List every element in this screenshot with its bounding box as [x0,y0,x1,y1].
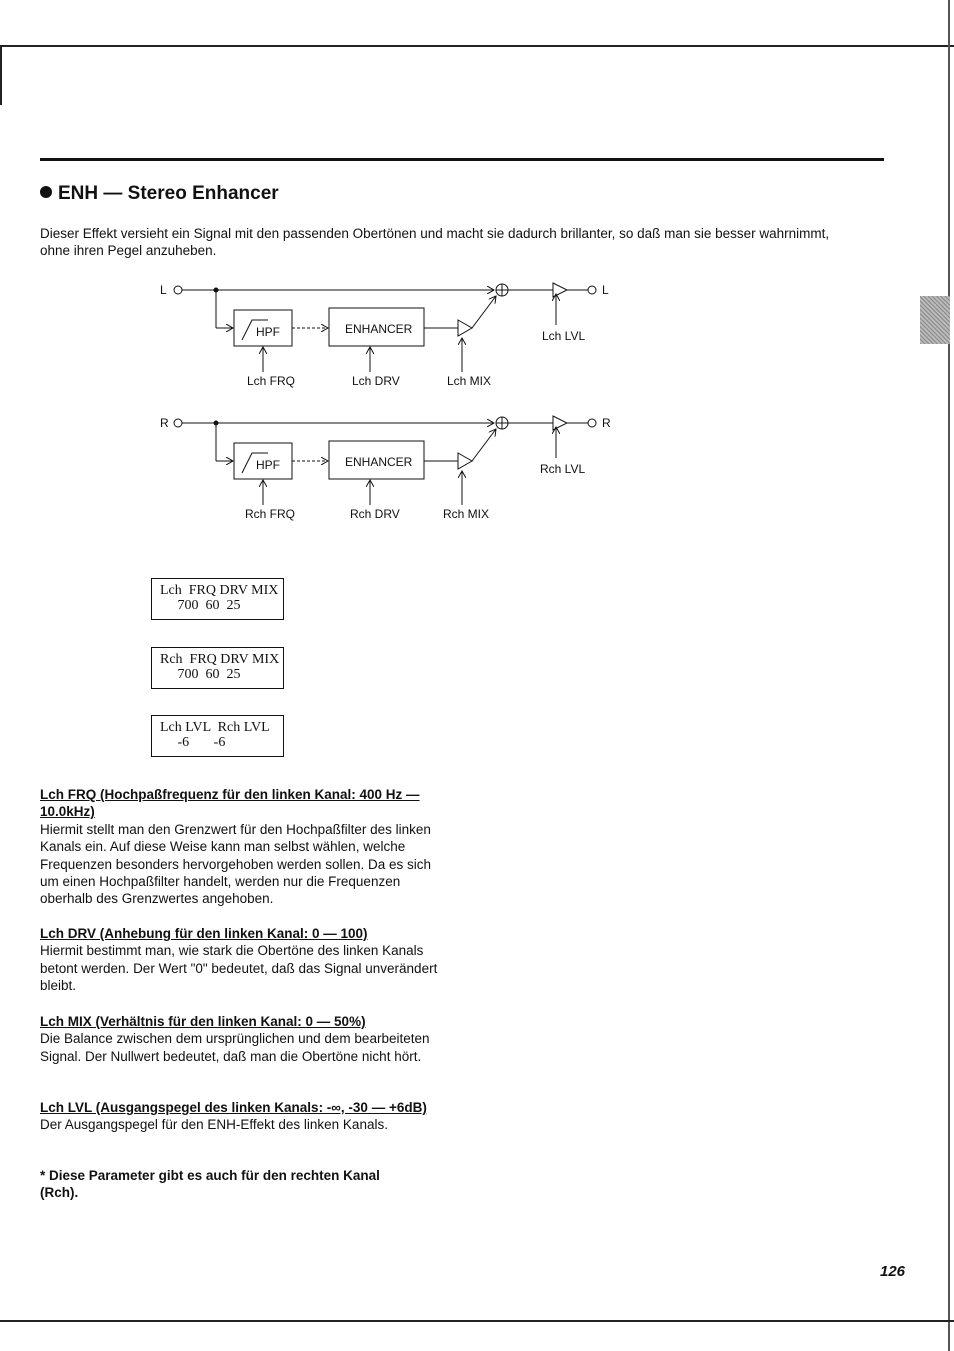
param-body: Hiermit bestimmt man, wie stark die Obertöne des linken Kanals betont werden. Der Wert "0" bedeutet, daß das Signal unverändert bleibt. [40,943,438,994]
param-heading: Lch MIX (Verhältnis für den linken Kanal: 0 — 50%) [40,1014,366,1029]
param-heading: Lch LVL (Ausgangspegel des linken Kanals: -∞, -30 — +6dB) [40,1100,427,1115]
right-channel-chain [160,416,611,521]
lcd-line-1: Lch FRQ DRV MIX [160,583,279,598]
left-input-jack-icon [174,286,182,294]
page-right-edge [948,0,950,1351]
right-output-label: R [602,416,611,430]
left-output-jack-icon [588,286,596,294]
left-lvl-label: Lch LVL [542,329,586,343]
right-enhancer-label: ENHANCER [345,455,413,469]
left-level-amp-icon [553,283,567,297]
page-bottom-rule [0,1320,954,1322]
right-input-jack-icon [174,419,182,427]
param-heading: Lch FRQ (Hochpaßfrequenz für den linken Kanal: 400 Hz — 10.0kHz) [40,787,420,820]
param-section-drv [40,925,440,995]
left-mix-label: Lch MIX [447,374,492,388]
lcd-display-rch-params [151,647,284,689]
page-number: 126 [880,1263,906,1280]
section-title [40,183,279,205]
bullet-icon [40,186,52,198]
right-level-amp-icon [553,416,567,430]
page-frame-corner [0,45,10,105]
intro-paragraph: Dieser Effekt versieht ein Signal mit den passenden Obertönen und macht sie dadurch brillanter, so daß man sie besser wahrnimmt, ohne ihren Pegel anzuheben. [40,226,830,258]
chapter-tab-marker [920,296,950,344]
right-mix-label: Rch MIX [443,507,490,521]
param-body: Hiermit stellt man den Grenzwert für den Hochpaßfilter des linken Kanals ein. Auf diese Weise kann man selbst wählen, welche Frequenzen besonders hervorgehoben werden sollen. Da es sich um einen Hochpaßfilter handelt, werden nur die Frequenzen oberhalb des Grenzwertes angehoben. [40,821,431,907]
param-body: Die Balance zwischen dem ursprünglichen und dem bearbeiteten Signal. Der Nullwert bedeutet, daß man die Obertöne nicht hört. [40,1031,430,1064]
page-frame-top-line [0,45,954,47]
right-hpf-label: HPF [256,458,280,472]
left-frq-label: Lch FRQ [247,374,296,388]
rch-note: * Diese Parameter gibt es auch für den rechten Kanal (Rch). [40,1168,380,1201]
lcd-display-levels [151,715,284,757]
right-input-label: R [160,416,169,430]
lcd-line-2: 700 60 25 [160,667,241,682]
left-output-label: L [602,283,609,297]
lcd-line-2: -6 -6 [160,735,226,750]
signal-flow-diagram [150,270,630,530]
right-mix-amp-icon [458,453,472,469]
left-mix-amp-icon [458,320,472,336]
param-section-lvl [40,1099,440,1134]
left-input-label: L [160,283,167,297]
lcd-display-lch-params [151,578,284,620]
param-body: Der Ausgangspegel für den ENH-Effekt des linken Kanals. [40,1117,388,1133]
lcd-line-1: Lch LVL Rch LVL [160,720,270,735]
param-heading: Lch DRV (Anhebung für den linken Kanal: 0 — 100) [40,926,368,941]
right-drv-label: Rch DRV [350,507,400,521]
section-title-text: ENH — Stereo Enhancer [58,183,279,204]
section-rule [40,158,884,161]
param-section-mix [40,1013,440,1065]
left-drv-label: Lch DRV [352,374,400,388]
right-frq-label: Rch FRQ [245,507,296,521]
left-hpf-label: HPF [256,325,280,339]
left-enhancer-label: ENHANCER [345,322,413,336]
lcd-line-1: Rch FRQ DRV MIX [160,652,280,667]
left-channel-chain [160,283,609,388]
param-section-frq [40,786,440,908]
lcd-line-2: 700 60 25 [160,598,241,613]
right-output-jack-icon [588,419,596,427]
right-lvl-label: Rch LVL [540,462,586,476]
